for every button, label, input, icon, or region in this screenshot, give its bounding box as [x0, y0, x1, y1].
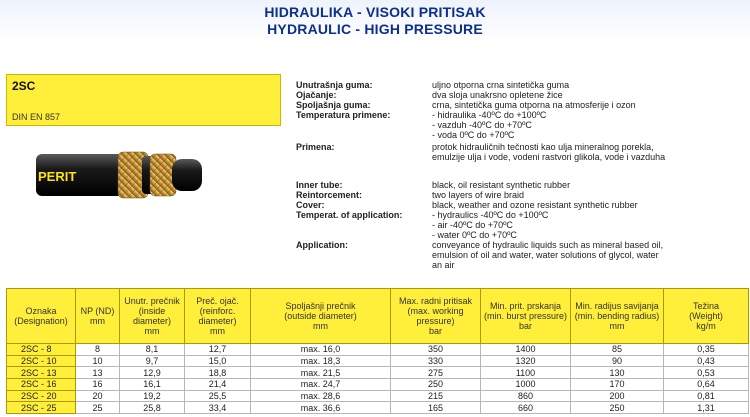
- specification-table: [6, 288, 749, 414]
- cell-outside-diameter: max. 28,6: [251, 390, 391, 402]
- cell-burst-pressure: 660: [481, 402, 571, 414]
- spec-value-application-hr-1: protok hidrauličnih tečnosti kao ulja mineralnog porekla,: [432, 142, 654, 152]
- spec-value-temperature-en-3: - water 0ºC do +70ºC: [432, 230, 517, 240]
- cell-working-pressure: 215: [391, 390, 481, 402]
- cell-nominal-size: 25: [76, 402, 120, 414]
- spec-value-cover-en: black, weather and ozone resistant synthetic rubber: [432, 200, 638, 210]
- cell-reinforcement-diameter: 21,4: [185, 379, 251, 391]
- header-burst-pressure: Min. prit. prskanja (min. burst pressure) bar: [481, 289, 571, 344]
- cell-designation: 2SC - 25: [7, 402, 76, 414]
- spec-label-inner-tube-hr: Unutrašnja guma:: [296, 80, 373, 90]
- table-row: [7, 355, 749, 367]
- title-english: HYDRAULIC - HIGH PRESSURE: [267, 21, 483, 37]
- spec-value-temperature-hr-1: - hidraulika -40ºC do +100ºC: [432, 110, 547, 120]
- header-weight: Težina (Weight) kg/m: [664, 289, 749, 344]
- cell-burst-pressure: 1100: [481, 367, 571, 379]
- cell-reinforcement-diameter: 18,8: [185, 367, 251, 379]
- product-code-box: [6, 74, 281, 126]
- header-designation: Oznaka (Designation): [7, 289, 76, 344]
- cell-nominal-size: 16: [76, 379, 120, 391]
- spec-value-application-en-1: conveyance of hydraulic liquids such as mineral based oil,: [432, 240, 664, 250]
- hose-print-text: PERIT: [38, 169, 77, 184]
- cell-weight: 0,53: [664, 367, 749, 379]
- spec-value-temperature-hr-2: - vazduh -40ºC do +70ºC: [432, 120, 532, 130]
- cell-inside-diameter: 9,7: [120, 355, 185, 367]
- spec-label-temperature-en: Temperat. of application:: [296, 210, 403, 220]
- cell-working-pressure: 350: [391, 344, 481, 356]
- cell-nominal-size: 13: [76, 367, 120, 379]
- cell-reinforcement-diameter: 25,5: [185, 390, 251, 402]
- cell-working-pressure: 165: [391, 402, 481, 414]
- hose-image: [36, 140, 206, 210]
- cell-outside-diameter: max. 18,3: [251, 355, 391, 367]
- header-inside-diameter: Unutr. prečnik (inside diameter) mm: [120, 289, 185, 344]
- cell-outside-diameter: max. 16,0: [251, 344, 391, 356]
- spec-value-temperature-en-2: - air -40ºC do +70ºC: [432, 220, 513, 230]
- spec-label-reinforcement-en: Reintorcement:: [296, 190, 363, 200]
- cell-burst-pressure: 1000: [481, 379, 571, 391]
- header-reinforcement-diameter: Preč. ojač. (reinforc. diameter) mm: [185, 289, 251, 344]
- spec-label-cover-hr: Spoljašnja guma:: [296, 100, 371, 110]
- table-row: [7, 390, 749, 402]
- cell-weight: 0,35: [664, 344, 749, 356]
- cell-inside-diameter: 25,8: [120, 402, 185, 414]
- cell-inside-diameter: 16,1: [120, 379, 185, 391]
- spec-label-application-hr: Primena:: [296, 142, 335, 152]
- header-outside-diameter: Spoljašnji prečnik (outside diameter) mm: [251, 289, 391, 344]
- cell-reinforcement-diameter: 12,7: [185, 344, 251, 356]
- cell-designation: 2SC - 20: [7, 390, 76, 402]
- specs-serbian: [296, 80, 746, 162]
- spec-value-cover-hr: crna, sintetička guma otporna na atmosferije i ozon: [432, 100, 636, 110]
- cell-burst-pressure: 1400: [481, 344, 571, 356]
- spec-label-temperature-hr: Temperatura primene:: [296, 110, 391, 120]
- cell-reinforcement-diameter: 15,0: [185, 355, 251, 367]
- cell-burst-pressure: 1320: [481, 355, 571, 367]
- cell-inside-diameter: 19,2: [120, 390, 185, 402]
- header-banner: [0, 0, 750, 42]
- table-header-row: [7, 289, 749, 344]
- cell-bending-radius: 200: [571, 390, 664, 402]
- spec-label-reinforcement-hr: Ojačanje:: [296, 90, 337, 100]
- cell-nominal-size: 8: [76, 344, 120, 356]
- cell-inside-diameter: 8,1: [120, 344, 185, 356]
- cell-bending-radius: 130: [571, 367, 664, 379]
- cell-designation: 2SC - 10: [7, 355, 76, 367]
- spec-value-application-en-2: emulsion of oil and water, water solutions of glycol, water: [432, 250, 659, 260]
- cell-weight: 1,31: [664, 402, 749, 414]
- header-bending-radius: Min. radijus savijanja (min. bending radius) mm: [571, 289, 664, 344]
- header-working-pressure: Max. radni pritisak (max. working pressure) bar: [391, 289, 481, 344]
- header-nominal-size: NP (ND) mm: [76, 289, 120, 344]
- title-serbian: HIDRAULIKA - VISOKI PRITISAK: [264, 4, 486, 20]
- table-row: [7, 402, 749, 414]
- spec-value-inner-tube-hr: uljno otporna crna sintetička guma: [432, 80, 570, 90]
- spec-value-inner-tube-en: black, oil resistant synthetic rubber: [432, 180, 571, 190]
- spec-label-cover-en: Cover:: [296, 200, 325, 210]
- cell-designation: 2SC - 13: [7, 367, 76, 379]
- spec-value-temperature-en-1: - hydraulics -40ºC do +100ºC: [432, 210, 549, 220]
- spec-value-application-en-3: an air: [432, 260, 455, 270]
- cell-weight: 0,81: [664, 390, 749, 402]
- cell-working-pressure: 330: [391, 355, 481, 367]
- cell-designation: 2SC - 8: [7, 344, 76, 356]
- cell-reinforcement-diameter: 33,4: [185, 402, 251, 414]
- cell-inside-diameter: 12,9: [120, 367, 185, 379]
- cell-bending-radius: 170: [571, 379, 664, 391]
- cell-bending-radius: 250: [571, 402, 664, 414]
- product-code: 2SC: [12, 79, 36, 93]
- cell-designation: 2SC - 16: [7, 379, 76, 391]
- cell-working-pressure: 250: [391, 379, 481, 391]
- spec-value-reinforcement-hr: dva sloja unakrsno opletene žice: [432, 90, 563, 100]
- spec-value-application-hr-2: emulzije ulja i vode, vodeni rastvori glikola, vode i vazduha: [432, 152, 666, 162]
- hose-inner-tube: [172, 159, 202, 191]
- cell-bending-radius: 90: [571, 355, 664, 367]
- table-row: [7, 344, 749, 356]
- table-row: [7, 367, 749, 379]
- table-row: [7, 379, 749, 391]
- cell-nominal-size: 20: [76, 390, 120, 402]
- cell-weight: 0,64: [664, 379, 749, 391]
- cell-nominal-size: 10: [76, 355, 120, 367]
- cell-burst-pressure: 860: [481, 390, 571, 402]
- cell-bending-radius: 85: [571, 344, 664, 356]
- spec-label-inner-tube-en: Inner tube:: [296, 180, 343, 190]
- cell-outside-diameter: max. 24,7: [251, 379, 391, 391]
- spec-label-application-en: Application:: [296, 240, 348, 250]
- cell-outside-diameter: max. 21,5: [251, 367, 391, 379]
- cell-working-pressure: 275: [391, 367, 481, 379]
- spec-value-reinforcement-en: two layers of wire braid: [432, 190, 525, 200]
- cell-outside-diameter: max. 36,6: [251, 402, 391, 414]
- cell-weight: 0,43: [664, 355, 749, 367]
- spec-value-temperature-hr-3: - voda 0ºC do +70ºC: [432, 130, 515, 140]
- specs-english: [296, 180, 746, 272]
- product-standard: DIN EN 857: [12, 112, 61, 122]
